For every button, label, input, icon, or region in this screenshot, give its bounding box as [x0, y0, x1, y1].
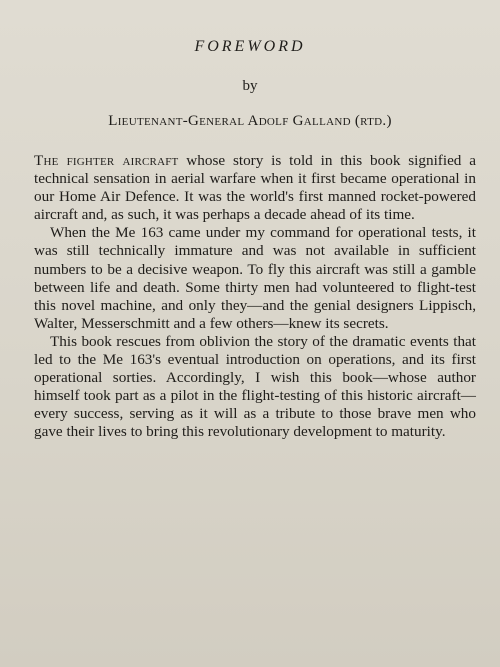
byline-label: by [242, 78, 258, 94]
page-title: FOREWORD [194, 38, 306, 55]
paragraph-2: When the Me 163 came under my command for operational tests, it was still technically immature and was not available in sufficient numbers to be a decisive weapon. To fly this aircraft was still a gamble between life and death. Some thirty men had volunteered to flight-test this novel machine, and only they—and the genial designers Lippisch, Walter, Messerschmitt and a few others—knew its secrets. [34, 224, 476, 332]
author-name: Lieutenant-General Adolf Galland (rtd.) [108, 113, 392, 129]
paragraph-1-text: whose story is told in this book signified a technical sensation in aerial warfare when it first became operational in our Home Air Defence. It was the world's first manned rocket-powered aircraft and, as such, it was perhaps a decade ahead of its time. [34, 152, 476, 224]
paragraph-1 [34, 152, 476, 224]
foreword-text [34, 152, 476, 442]
paragraph-3: This book rescues from oblivion the story of the dramatic events that led to the Me 163's eventual introduction on operations, and its first operational sorties. Accordingly, I wish this book—whose author himself took part as a pilot in the flight-testing of this historic aircraft—every success, serving as it will as a tribute to those brave men who gave their lives to bring this revolutionary development to maturity. [34, 332, 476, 441]
paragraph-1-lead: The fighter aircraft [34, 152, 179, 169]
